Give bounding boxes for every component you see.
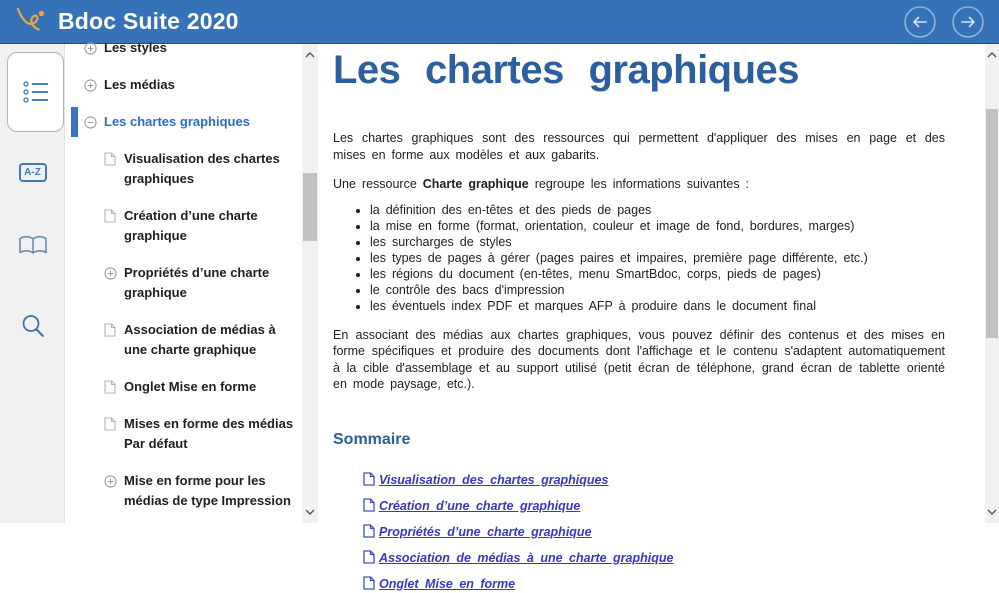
tab-search[interactable] <box>0 306 65 346</box>
toc-link-label: Onglet Mise en forme <box>379 576 516 591</box>
toc-tree <box>65 38 325 511</box>
bullet-item: • les régions du document (en-têtes, menu SmartBdoc, corps, pieds de pages) <box>370 266 945 282</box>
page-title: Les chartes graphiques <box>333 48 800 92</box>
content-pane <box>325 44 985 591</box>
plus-circle-icon[interactable] <box>84 41 97 54</box>
tree-item-label: Propriétés d’une charte graphique <box>124 265 270 300</box>
tree-item-label: Les styles <box>104 40 167 55</box>
page-icon[interactable] <box>104 417 117 430</box>
tree-item[interactable] <box>65 263 325 303</box>
toc-link-row <box>333 497 945 511</box>
tree-item[interactable] <box>65 377 325 397</box>
page-icon[interactable] <box>104 323 117 336</box>
bullet-item: • les types de pages à gérer (pages paires et impaires, première page différente, etc.) <box>370 250 945 266</box>
plus-circle-icon[interactable] <box>84 78 97 91</box>
paragraph-text: Une ressource <box>333 177 423 191</box>
paragraph-bold-term: Charte graphique <box>422 177 529 191</box>
toc-link[interactable] <box>363 473 608 487</box>
main-area <box>0 40 999 591</box>
bullet-item: • la définition des en-têtes et des pieds de pages <box>370 202 945 218</box>
toc-link-row <box>333 549 945 563</box>
scroll-down-icon[interactable] <box>302 505 318 519</box>
scroll-down-icon[interactable] <box>985 505 999 519</box>
arrow-right-icon <box>951 5 985 39</box>
toc-link-label: Propriétés d’une charte graphique <box>379 524 592 539</box>
toc-link-label: Association de médias à une charte graphique <box>379 550 674 565</box>
sidebar-rail <box>0 44 65 523</box>
tree-item[interactable] <box>65 112 325 132</box>
bullet-item: • la mise en forme (format, orientation, couleur et image de fond, bordures, marges) <box>370 218 945 234</box>
page-icon <box>363 525 379 539</box>
toc-heading: Sommaire <box>333 430 411 448</box>
toc-link-label: Création d’une charte graphique <box>379 498 581 513</box>
paragraph: En associant des médias aux chartes graphiques, vous pouvez définir des contenus et des mises en forme spécifiques et produire des documents dont l'affichage et le contenu s'adaptent automatiquement à la cible d'assemblage et au support utilisé (petit écran de téléphone, grand écran de tablette orienté en mode paysage, etc.). <box>333 327 945 391</box>
tree-item[interactable] <box>65 320 325 360</box>
scroll-up-icon[interactable] <box>302 48 318 62</box>
tree-item-label: Les médias <box>104 77 175 92</box>
tree-item[interactable] <box>65 414 325 454</box>
back-button[interactable] <box>903 5 937 39</box>
bdoc-logo-icon <box>14 6 50 38</box>
toc-tree-panel <box>65 40 325 523</box>
tree-scrollbar-thumb[interactable] <box>303 173 317 241</box>
bullet-item: • le contrôle des bacs d'impression <box>370 282 945 298</box>
page-icon[interactable] <box>104 209 117 222</box>
tree-item[interactable] <box>65 75 325 95</box>
tree-item[interactable] <box>65 38 325 58</box>
toc-links <box>333 471 945 589</box>
search-icon <box>20 313 46 339</box>
bullet-list <box>333 202 945 314</box>
app-title: Bdoc Suite 2020 <box>58 8 239 34</box>
page-icon[interactable] <box>104 152 117 165</box>
bullet-item: • les éventuels index PDF et marques AFP à produire dans le document final <box>370 298 945 314</box>
tree-item-label: Mises en forme des médias Par défaut <box>124 416 294 451</box>
tree-item-label: Visualisation des chartes graphiques <box>124 151 280 186</box>
forward-button[interactable] <box>951 5 985 39</box>
page-icon <box>363 473 379 487</box>
toc-link-row <box>333 575 945 589</box>
paragraph: Les chartes graphiques sont des ressources qui permettent d'appliquer des mises en page et des mises en forme aux modèles et aux gabarits. <box>333 131 945 162</box>
tree-item[interactable] <box>65 206 325 246</box>
tree-item[interactable] <box>65 471 325 511</box>
toc-link[interactable] <box>363 499 580 513</box>
tree-item-label: Onglet Mise en forme <box>124 379 257 394</box>
toc-link-row <box>333 471 945 485</box>
toc-link-label: Visualisation des chartes graphiques <box>379 472 609 487</box>
minus-circle-icon[interactable] <box>84 115 97 128</box>
open-book-icon <box>18 235 48 257</box>
paragraph <box>333 176 945 193</box>
toc-list-icon <box>22 79 50 105</box>
az-index-icon: A-Z <box>19 163 47 182</box>
toc-link-row <box>333 523 945 537</box>
tree-item-label: Création d’une charte graphique <box>124 208 258 243</box>
tree-scrollbar[interactable] <box>302 44 318 523</box>
tab-glossary[interactable] <box>0 226 65 266</box>
page-icon <box>363 577 379 591</box>
scroll-up-icon[interactable] <box>985 48 999 62</box>
arrow-left-icon <box>903 5 937 39</box>
tab-contents[interactable] <box>7 52 64 132</box>
plus-circle-icon[interactable] <box>104 474 117 487</box>
toc-link[interactable] <box>363 551 673 565</box>
tree-item-label: Association de médias à une charte graphique <box>124 322 276 357</box>
content-scrollbar[interactable] <box>985 44 999 523</box>
toc-link[interactable] <box>363 577 515 591</box>
plus-circle-icon[interactable] <box>104 266 117 279</box>
page-icon[interactable] <box>104 380 117 393</box>
tree-item-label: Les chartes graphiques <box>104 114 250 129</box>
page-icon <box>363 551 379 565</box>
paragraph-text: regroupe les informations suivantes : <box>528 177 750 191</box>
tree-item[interactable] <box>65 149 325 189</box>
bullet-item: • les surcharges de styles <box>370 234 945 250</box>
tree-item-label: Mise en forme pour les médias de type Impression <box>124 473 291 508</box>
tab-index[interactable] <box>0 152 65 192</box>
page-icon <box>363 499 379 513</box>
toc-link[interactable] <box>363 525 592 539</box>
content-scrollbar-thumb[interactable] <box>986 109 998 338</box>
